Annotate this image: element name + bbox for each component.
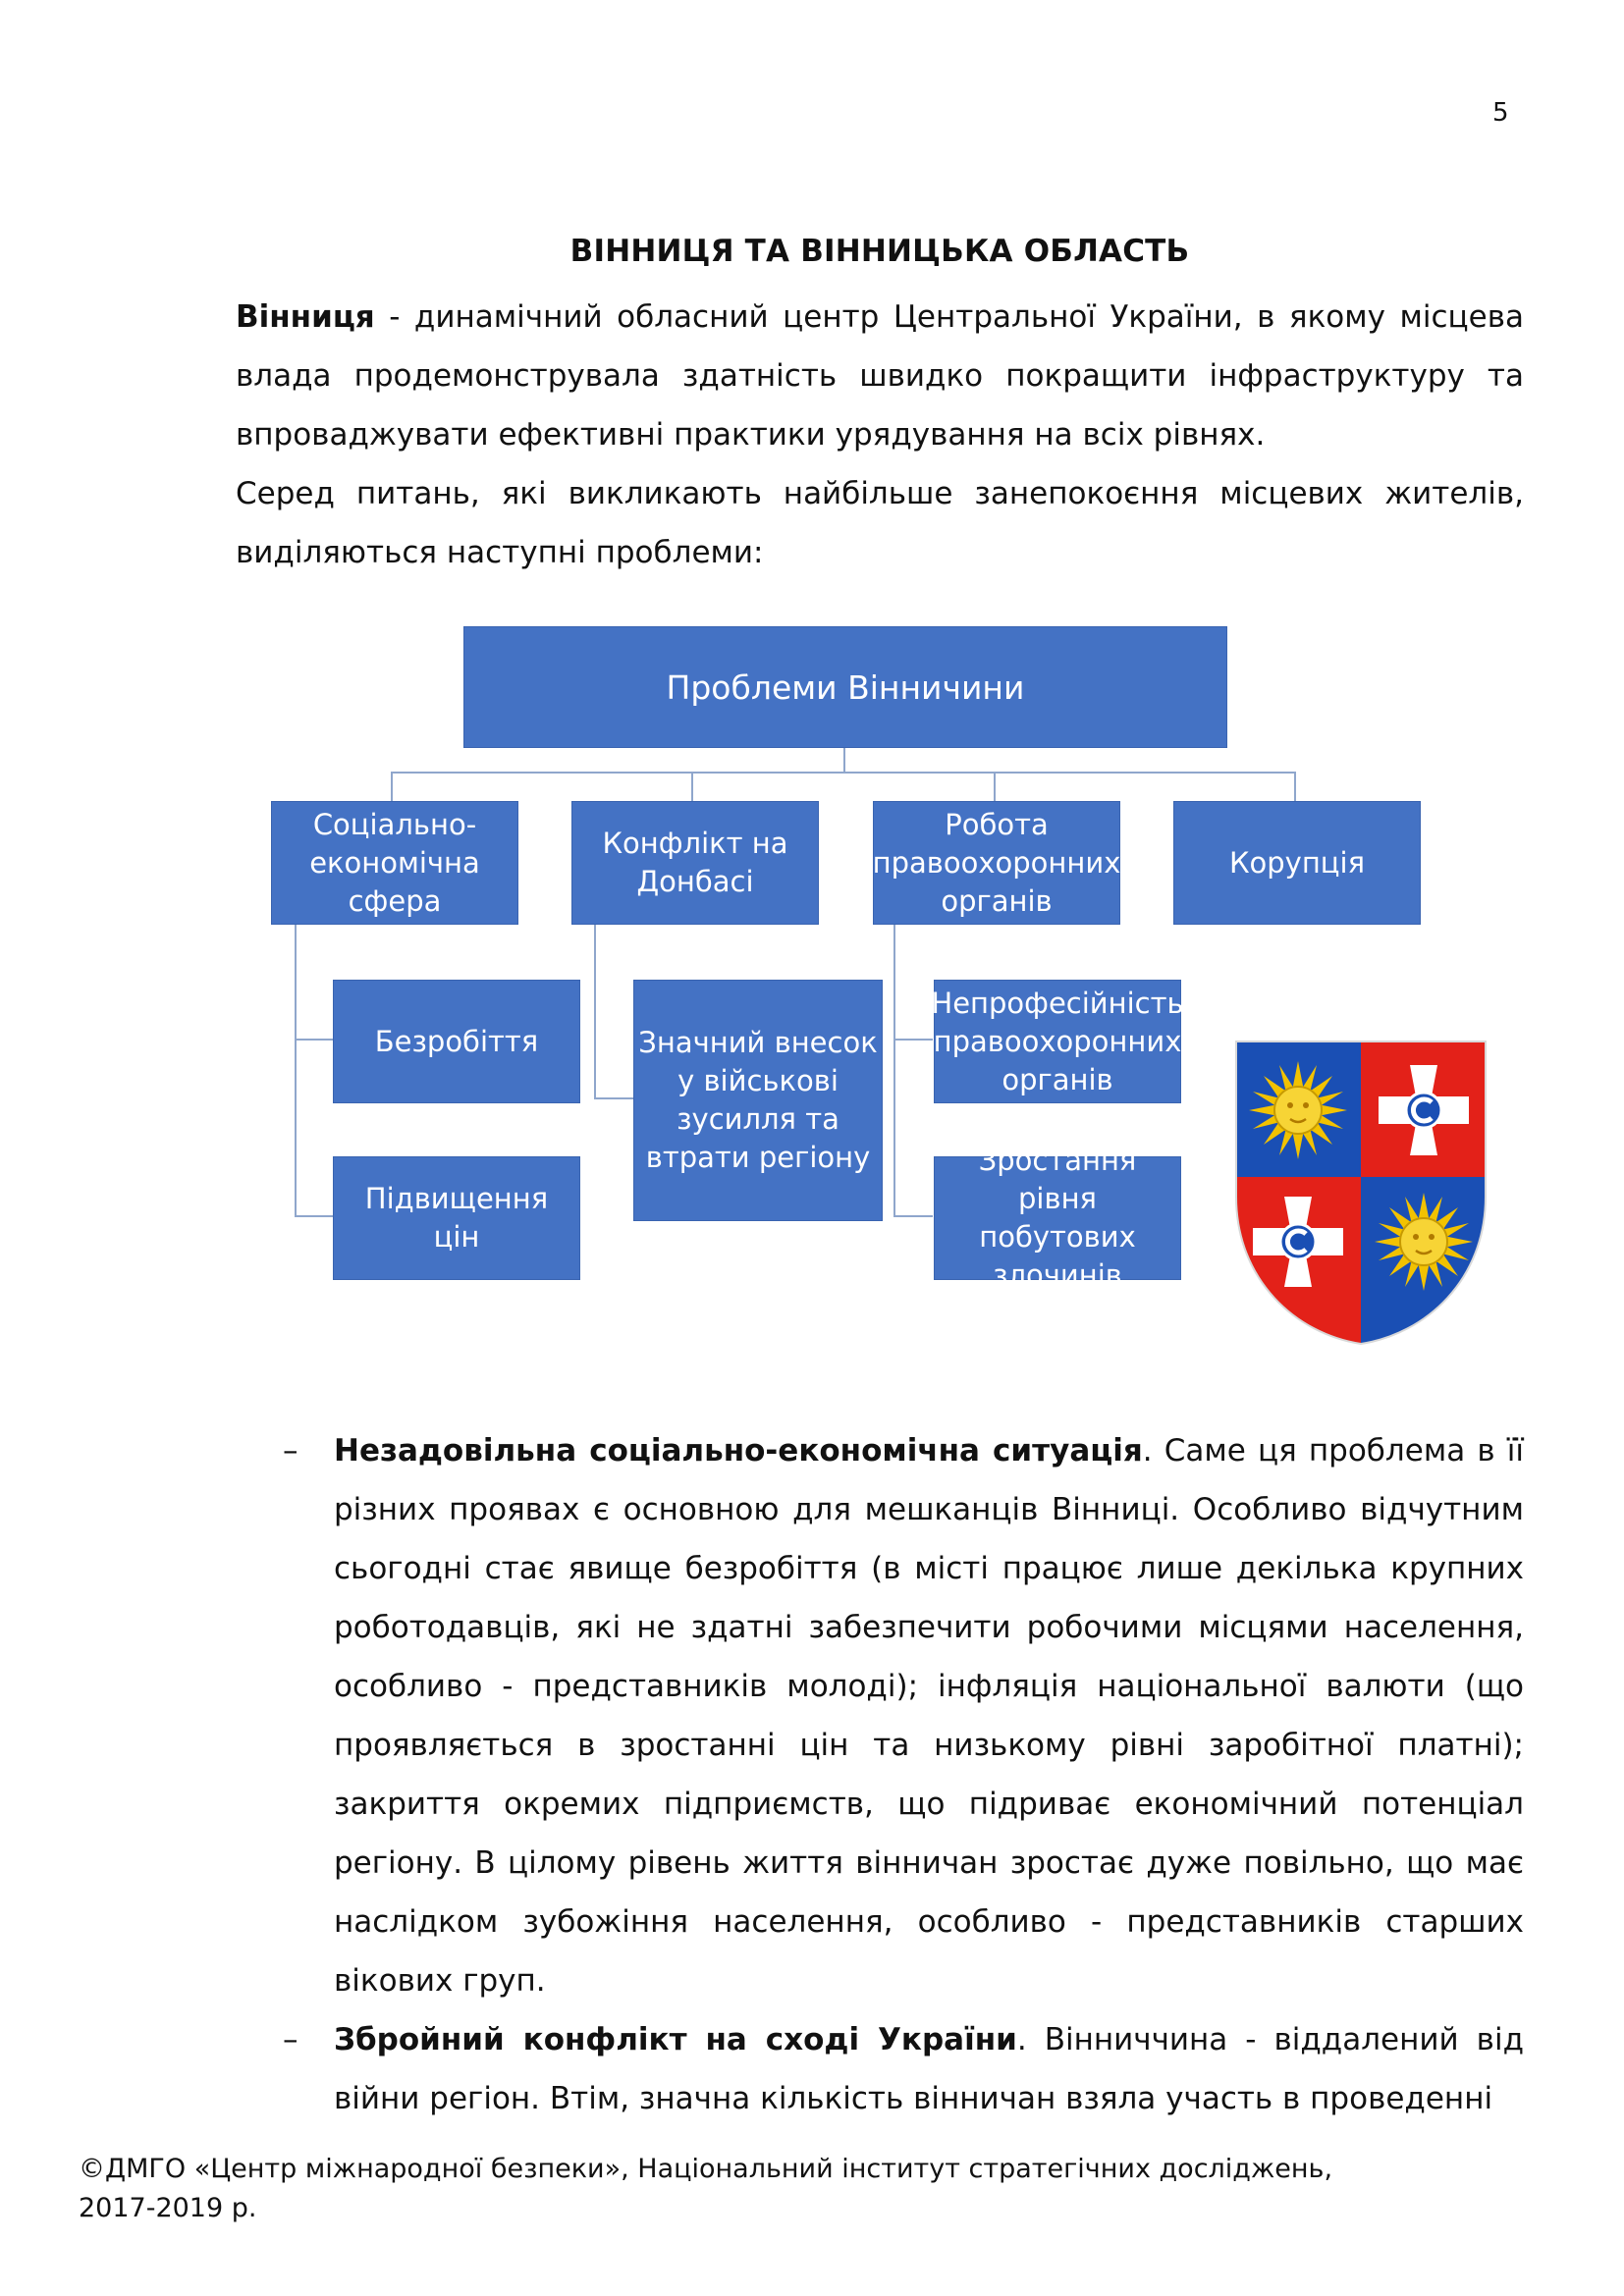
page-footer xyxy=(79,2150,1453,2228)
child-unprofessionalism: Непрофесійність правоохоронних органів xyxy=(934,980,1181,1103)
child-unemployment: Безробіття xyxy=(333,980,580,1103)
connector-line xyxy=(391,772,1296,774)
connector-line xyxy=(1294,772,1296,801)
bullet-item-socio-economic xyxy=(334,1421,1524,2010)
connector-line xyxy=(594,1097,633,1099)
category-corruption: Корупція xyxy=(1173,801,1421,925)
connector-line xyxy=(594,923,596,1099)
footer-line-1: ©ДМГО «Центр міжнародної безпеки», Національний інститут стратегічних досліджень, xyxy=(79,2154,1333,2184)
connector-line xyxy=(893,1215,933,1217)
connector-line xyxy=(391,772,393,801)
page-number: 5 xyxy=(1492,98,1509,128)
child-military-contribution: Значний внесок у військові зусилля та втрати регіону xyxy=(633,980,883,1221)
page-title: ВІННИЦЯ ТА ВІННИЦЬКА ОБЛАСТЬ xyxy=(569,234,1190,269)
intro-bold: Вінниця xyxy=(236,299,375,335)
connector-line xyxy=(994,772,996,801)
bullet-dash: – xyxy=(283,1433,298,1468)
footer-line-2: 2017-2019 р. xyxy=(79,2193,257,2223)
intro-paragraph xyxy=(236,288,1524,464)
bullet-bold: Збройний конфлікт на сході України xyxy=(334,2022,1017,2057)
intro-text: - динамічний обласний центр Центральної України, в якому місцева влада продемонструвала здатність швидко покращити інфраструктуру та впроваджувати ефективні практики урядування на всіх рівнях. xyxy=(236,299,1524,453)
intro-paragraph-2: Серед питань, які викликають найбільше занепокоєння місцевих жителів, виділяються наступні проблеми: xyxy=(236,476,1524,570)
connector-line xyxy=(295,1039,334,1041)
category-law-enforcement: Робота правоохоронних органів xyxy=(873,801,1120,925)
connector-line xyxy=(691,772,693,801)
child-domestic-crime: Зростання рівня побутових злочинів xyxy=(934,1156,1181,1280)
bullet-dash: – xyxy=(283,2022,298,2057)
category-socio-economic: Соціально-економічна сфера xyxy=(271,801,518,925)
connector-line xyxy=(295,923,297,1217)
bullet-text: . Вінниччина - віддалений від війни регіон. Втім, значна кількість вінничан взяла участь в проведенні xyxy=(334,2022,1525,2116)
diagram-root: Проблеми Вінничини xyxy=(463,626,1227,748)
child-price-increase: Підвищення цін xyxy=(333,1156,580,1280)
connector-line xyxy=(295,1215,334,1217)
connector-line xyxy=(893,1039,933,1041)
bullet-bold: Незадовільна соціально-економічна ситуація xyxy=(334,1433,1143,1468)
category-donbas-conflict: Конфлікт на Донбасі xyxy=(571,801,819,925)
bullet-text: . Саме ця проблема в її різних проявах є основною для мешканців Вінниці. Особливо відчутним сьогодні стає явище безробіття (в місті працює лише декілька крупних роботодавців, які не здатні забезпечити робочими місцями населення, особливо - представників молоді); інфляція національної валюти (що проявляється в зростанні цін та низькому рівні заробітної платні); закриття окремих підприємств, що підриває економічний потенціал регіону. В цілому рівень життя вінничан зростає дуже повільно, що має наслідком зубожіння населення, особливо - представників старших вікових груп. xyxy=(334,1433,1524,1999)
connector-line xyxy=(893,923,895,1217)
bullet-item-armed-conflict xyxy=(334,2010,1524,2128)
connector-line xyxy=(843,746,845,772)
vinnytsia-oblast-coat-of-arms-icon xyxy=(1234,1040,1488,1346)
